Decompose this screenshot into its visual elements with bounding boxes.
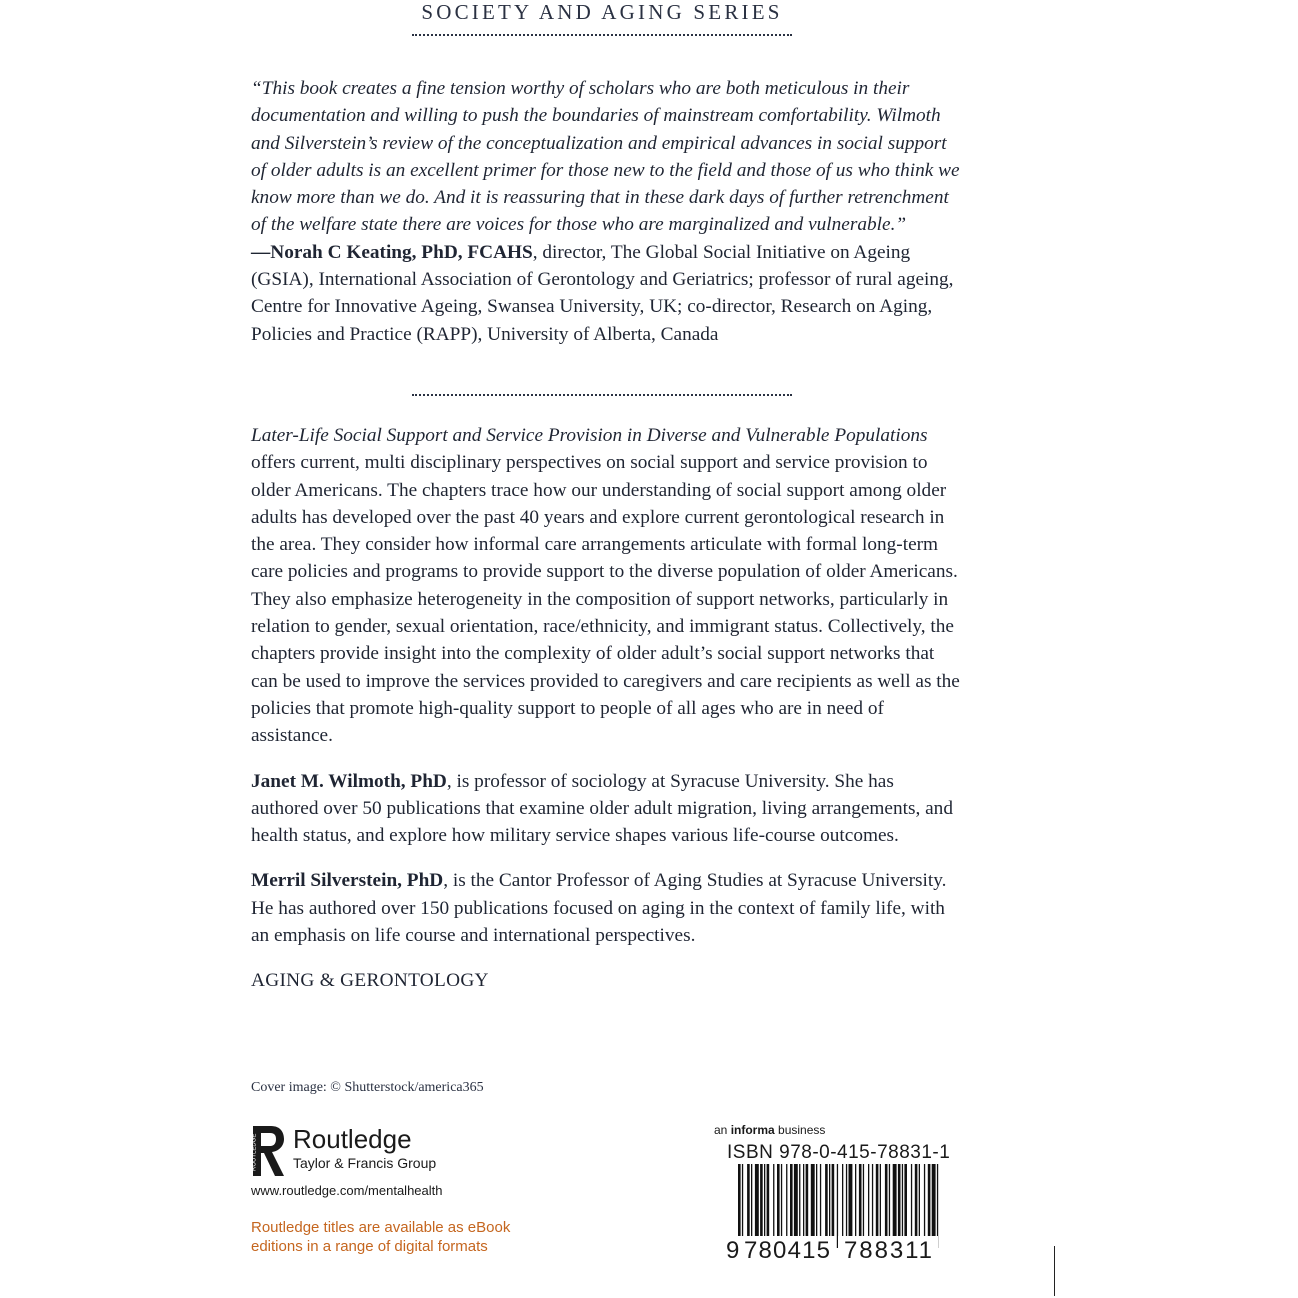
barcode-bar: [868, 1164, 869, 1238]
isbn-label: ISBN 978-0-415-78831-1: [727, 1142, 951, 1163]
barcode-bar: [829, 1164, 830, 1238]
publisher-group: Taylor & Francis Group: [293, 1155, 437, 1171]
barcode-bar: [832, 1164, 835, 1238]
author-bio-text-2: , is the Cantor Professor of Aging Studies at Syracuse University. He has authored over 150 publications focused on aging in the context of family life, with an emphasis on life course and international perspectives.: [251, 870, 947, 947]
ebook-note: Routledge titles are available as eBook editions in a range of digital formats: [251, 1219, 511, 1255]
routledge-vertical-wordmark: ROUTLEDGE: [251, 1133, 258, 1171]
barcode-bar: [915, 1164, 918, 1238]
publisher-website: www.routledge.com/mentalhealth: [251, 1183, 443, 1198]
quote-author: —Norah C Keating, PhD, FCAHS: [251, 241, 533, 263]
cover-credit: Cover image: © Shutterstock/america365: [251, 1080, 484, 1095]
barcode-digits-right: 788311: [844, 1237, 932, 1260]
quote-text: “This book creates a fine tension worthy of scholars who are both meticulous in their documentation and willing to push the boundaries of mainstream comfortability. Wilmoth and Silverstein’s review of the conceptualization and empirical advances in social support of older adults is an excellent primer for those new to the field and those of us who think we know more than we do. And it is reassuring that in these dark days of further retrenchment of the welfare state there are voices for those who are marginalized and vulnerable.”: [251, 78, 960, 236]
barcode-bar: [767, 1164, 770, 1238]
barcode-bar: [842, 1164, 843, 1238]
series-title: SOCIETY AND AGING SERIES: [421, 0, 783, 24]
barcode-bar: [781, 1164, 782, 1238]
barcode-bar: [932, 1164, 936, 1238]
barcode-bars: [738, 1164, 938, 1248]
barcode-bar: [742, 1164, 743, 1248]
description-text: offers current, multi disciplinary perspectives on social support and service provision to older Americans. The chapters trace how our understanding of social support among older adults has developed over the past 40 years and explore current gerontological research in the area. They consider how informal care arrangements articulate with formal long-term care policies and programs to provide support to the diverse population of older Americans. They also emphasize heterogeneity in the composition of support networks, particularly in relation to gender, sexual orientation, race/ethnicity, and immigrant status. Collectively, the chapters provide insight into the complexity of older adult’s social support networks that can be used to improve the services provided to caregivers and care recipients as well as the policies that promote high-quality support to people of all ages who are in need of assistance.: [251, 452, 960, 747]
barcode-bar: [898, 1164, 901, 1238]
author-bio-text-1: , is professor of sociology at Syracuse University. She has authored over 50 publications that examine older adult migration, living arrangements, and health status, and explore how military service shapes various life-course outcomes.: [251, 770, 953, 847]
routledge-r-icon: [251, 1124, 285, 1178]
barcode-bar: [803, 1164, 804, 1238]
barcode-bar: [855, 1164, 856, 1238]
barcode-bar: [904, 1164, 907, 1238]
barcode-bar: [760, 1164, 763, 1238]
barcode-bar: [846, 1164, 847, 1238]
barcode-bar: [799, 1164, 800, 1238]
barcode-bar: [764, 1164, 765, 1238]
barcode-bar: [794, 1164, 798, 1238]
book-description: [251, 422, 961, 750]
dotted-divider-top: [412, 34, 792, 36]
barcode-bar: [872, 1164, 873, 1238]
barcode-bar: [773, 1164, 774, 1238]
informa-prefix: an: [714, 1123, 731, 1137]
barcode-bar: [889, 1164, 890, 1238]
book-title: Later-Life Social Support and Service Provision in Diverse and Vulnerable Populations: [251, 425, 928, 446]
barcode-bar: [928, 1164, 931, 1238]
barcode-bar: [777, 1164, 780, 1238]
publisher-name: Routledge: [293, 1124, 412, 1154]
endorsement-quote: [251, 75, 961, 348]
barcode-bar: [786, 1164, 787, 1238]
author-bio-1: [251, 768, 961, 850]
barcode-bar: [859, 1164, 862, 1238]
barcode-bar: [885, 1164, 888, 1238]
barcode-bar: [863, 1164, 864, 1238]
barcode-bar: [806, 1164, 809, 1238]
author-name-1: Janet M. Wilmoth, PhD: [251, 770, 447, 792]
author-name-2: Merril Silverstein, PhD: [251, 870, 444, 892]
barcode-bar: [747, 1164, 750, 1238]
routledge-logo: [251, 1124, 471, 1180]
quote-attribution: [251, 239, 961, 348]
barcode-bar: [738, 1164, 741, 1248]
barcode-bar: [837, 1164, 838, 1248]
author-bio-2: [251, 867, 961, 949]
barcode-bar: [816, 1164, 817, 1238]
subject-category: AGING & GERONTOLOGY: [251, 970, 489, 992]
barcode-bar: [820, 1164, 821, 1238]
barcode-bar: [902, 1164, 903, 1238]
barcode-bar: [849, 1164, 853, 1238]
trim-mark: [1054, 1246, 1055, 1296]
book-description-section: [251, 422, 961, 1013]
barcode-bar: [755, 1164, 759, 1238]
isbn-barcode: [726, 1164, 948, 1260]
informa-brand: informa: [730, 1123, 775, 1137]
barcode-bar: [880, 1164, 881, 1238]
dotted-divider-middle: [412, 394, 792, 396]
barcode-bar: [876, 1164, 879, 1238]
barcode-bar: [924, 1164, 925, 1238]
barcode-bar: [919, 1164, 920, 1238]
barcode-bar: [911, 1164, 912, 1238]
informa-tagline: [714, 1123, 825, 1137]
barcode-bar: [751, 1164, 752, 1238]
quote-affiliation: , director, The Global Social Initiative on Ageing (GSIA), International Association of Gerontology and Geriatrics; professor of rural ageing, Centre for Innovative Ageing, Swansea University, UK; co-director, Research on Aging, Policies and Practice (RAPP), University of Alberta, Canada: [251, 241, 954, 345]
barcode-digits-left: 780415: [744, 1237, 830, 1260]
informa-suffix: business: [774, 1123, 826, 1137]
barcode-bar: [790, 1164, 793, 1238]
barcode-bar: [811, 1164, 815, 1238]
barcode-bar: [825, 1164, 828, 1238]
barcode-digit-first: 9: [726, 1237, 740, 1260]
barcode-bar: [893, 1164, 897, 1238]
barcode-bar: [937, 1164, 938, 1248]
